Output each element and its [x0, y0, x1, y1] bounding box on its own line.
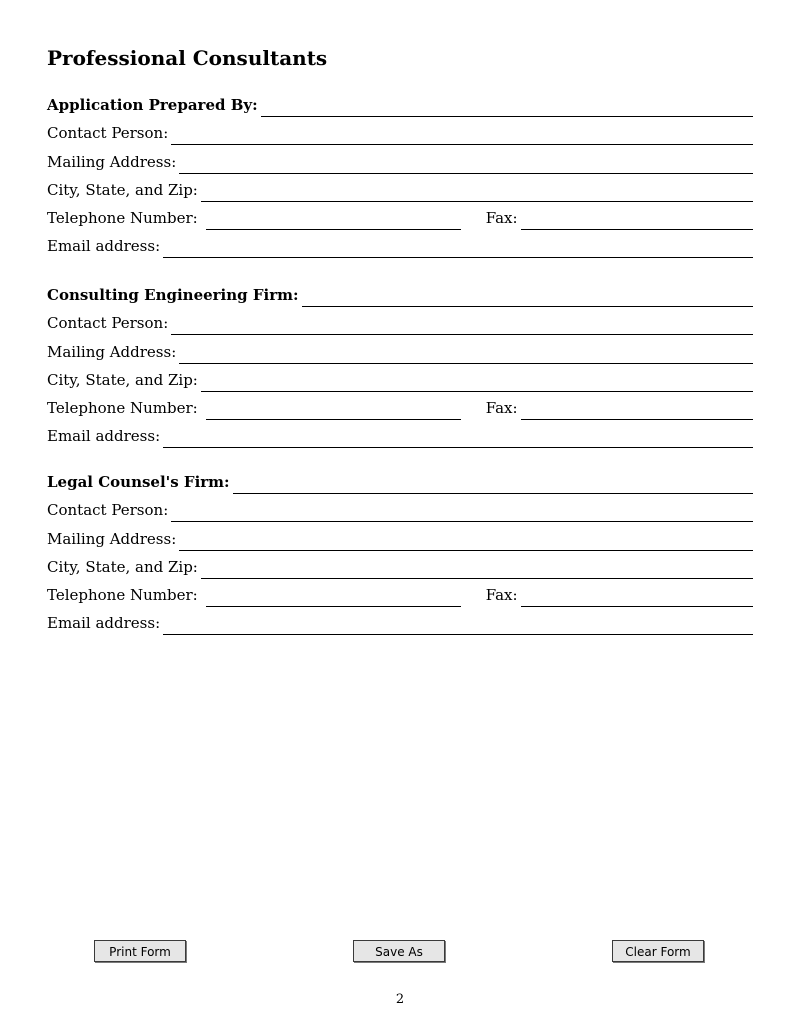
email-row — [47, 231, 753, 259]
email-label: Email address: — [47, 427, 161, 446]
firm-name-row — [47, 90, 753, 118]
telephone-fax-row — [47, 203, 753, 231]
fax-label: Fax: — [485, 208, 518, 227]
mailing-address-field[interactable] — [179, 173, 753, 174]
telephone-label: Telephone Number: — [47, 585, 198, 604]
firm-name-row — [47, 280, 753, 308]
contact-person-field[interactable] — [171, 334, 753, 335]
city-state-zip-label: City, State, and Zip: — [47, 370, 198, 389]
section-heading: Consulting Engineering Firm: — [47, 286, 299, 305]
contact-person-field[interactable] — [171, 144, 753, 145]
city-state-zip-row — [47, 365, 753, 393]
telephone-label: Telephone Number: — [47, 208, 198, 227]
telephone-field[interactable] — [206, 606, 461, 607]
email-label: Email address: — [47, 237, 161, 256]
city-state-zip-field[interactable] — [201, 201, 753, 202]
telephone-field[interactable] — [206, 229, 461, 230]
contact-person-row — [47, 118, 753, 146]
section-consulting-engineering-firm — [47, 280, 753, 449]
fax-field[interactable] — [521, 419, 753, 420]
mailing-address-field[interactable] — [179, 363, 753, 364]
contact-person-field[interactable] — [171, 521, 753, 522]
city-state-zip-row — [47, 552, 753, 580]
fax-label: Fax: — [485, 585, 518, 604]
telephone-fax-row — [47, 393, 753, 421]
firm-name-field[interactable] — [261, 116, 753, 117]
save-as-button[interactable]: Save As — [353, 940, 445, 962]
form-button-bar — [0, 940, 800, 966]
page-title: Professional Consultants — [47, 46, 328, 70]
city-state-zip-row — [47, 175, 753, 203]
section-heading: Legal Counsel's Firm: — [47, 473, 230, 492]
email-row — [47, 421, 753, 449]
mailing-address-label: Mailing Address: — [47, 529, 177, 548]
contact-person-label: Contact Person: — [47, 314, 169, 333]
mailing-address-label: Mailing Address: — [47, 342, 177, 361]
mailing-address-field[interactable] — [179, 550, 753, 551]
fax-field[interactable] — [521, 606, 753, 607]
page-number: 2 — [395, 992, 405, 1007]
contact-person-row — [47, 495, 753, 523]
clear-form-button[interactable]: Clear Form — [612, 940, 704, 962]
mailing-address-label: Mailing Address: — [47, 152, 177, 171]
print-form-button[interactable]: Print Form — [94, 940, 186, 962]
contact-person-row — [47, 308, 753, 336]
firm-name-field[interactable] — [233, 493, 753, 494]
city-state-zip-field[interactable] — [201, 578, 753, 579]
mailing-address-row — [47, 523, 753, 551]
email-label: Email address: — [47, 614, 161, 633]
email-field[interactable] — [163, 447, 753, 448]
firm-name-row — [47, 467, 753, 495]
section-heading: Application Prepared By: — [47, 96, 258, 115]
fax-label: Fax: — [485, 398, 518, 417]
contact-person-label: Contact Person: — [47, 501, 169, 520]
city-state-zip-field[interactable] — [201, 391, 753, 392]
email-field[interactable] — [163, 257, 753, 258]
section-legal-counsels-firm — [47, 467, 753, 636]
telephone-label: Telephone Number: — [47, 398, 198, 417]
mailing-address-row — [47, 146, 753, 174]
firm-name-field[interactable] — [302, 306, 753, 307]
telephone-fax-row — [47, 580, 753, 608]
telephone-field[interactable] — [206, 419, 461, 420]
email-row — [47, 608, 753, 636]
section-application-prepared-by — [47, 90, 753, 259]
email-field[interactable] — [163, 634, 753, 635]
fax-field[interactable] — [521, 229, 753, 230]
city-state-zip-label: City, State, and Zip: — [47, 180, 198, 199]
contact-person-label: Contact Person: — [47, 124, 169, 143]
mailing-address-row — [47, 336, 753, 364]
city-state-zip-label: City, State, and Zip: — [47, 557, 198, 576]
